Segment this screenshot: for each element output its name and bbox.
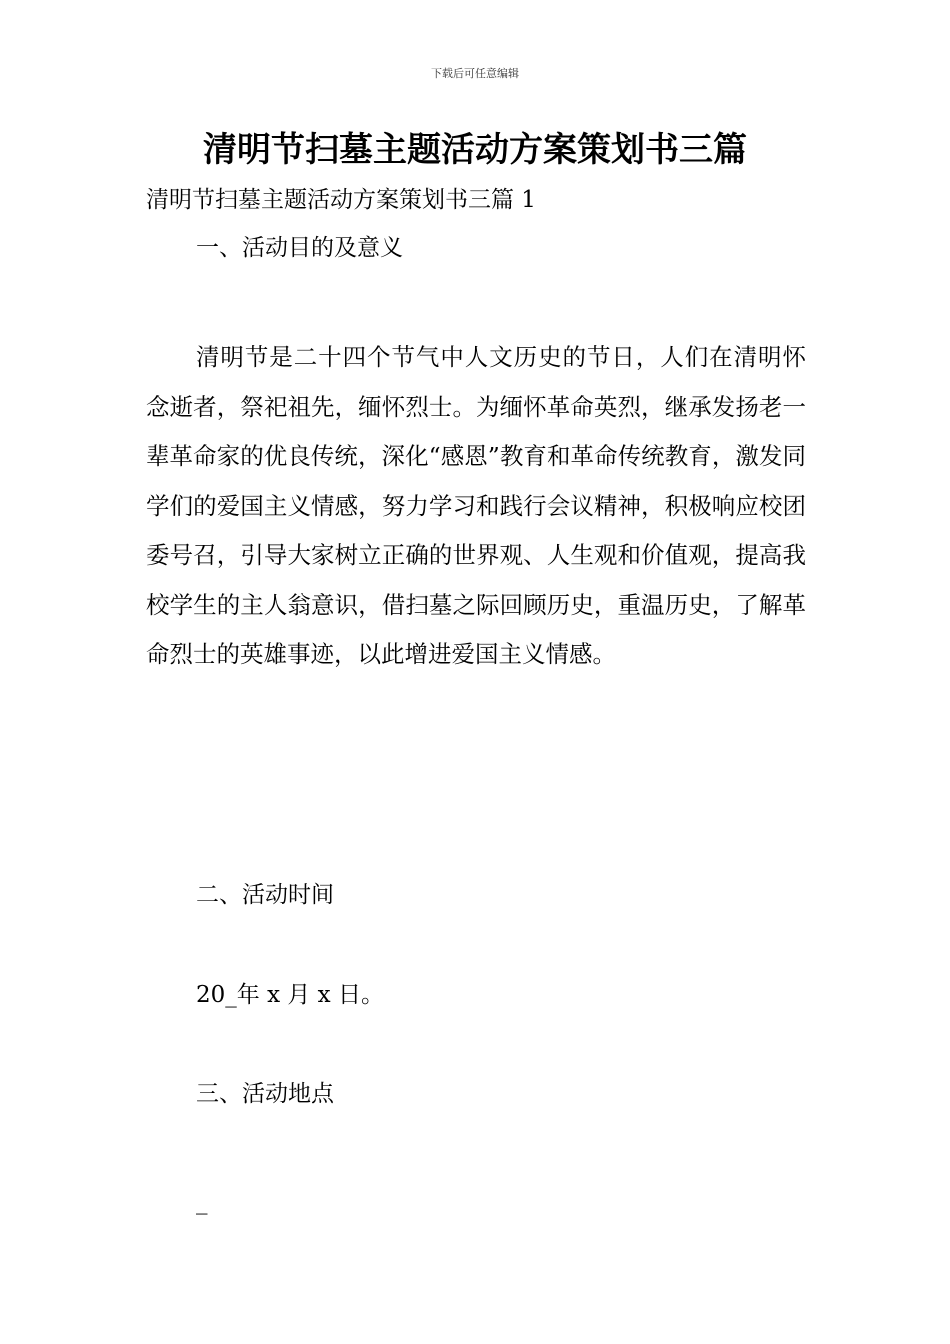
section-heading-place: 三、活动地点 bbox=[196, 1081, 334, 1107]
section-body-purpose: 清明节是二十四个节气中人文历史的节日，人们在清明怀念逝者，祭祀祖先，缅怀烈士。为缅怀革命英烈，继承发扬老一辈革命家的优良传统，深化“感恩”教育和革命传统教育，激发同学们的爱国主义情感，努力学习和践行会议精神，积极响应校团委号召，引导大家树立正确的世界观、人生观和价值观，提高我校学生的主人翁意识，借扫墓之际回顾历史，重温历史，了解革命烈士的英雄事迹，以此增进爱国主义情感。 bbox=[146, 343, 806, 668]
section-body-place: _ bbox=[196, 1189, 208, 1215]
header-note: 下载后可任意编辑 bbox=[431, 67, 519, 80]
section-heading-purpose: 一、活动目的及意义 bbox=[196, 235, 403, 261]
section-body-time: 20_年 x 月 x 日。 bbox=[196, 982, 384, 1008]
document-subtitle: 清明节扫墓主题活动方案策划书三篇 1 bbox=[146, 187, 536, 213]
document-title: 清明节扫墓主题活动方案策划书三篇 bbox=[203, 130, 747, 170]
section-heading-time: 二、活动时间 bbox=[196, 882, 334, 908]
